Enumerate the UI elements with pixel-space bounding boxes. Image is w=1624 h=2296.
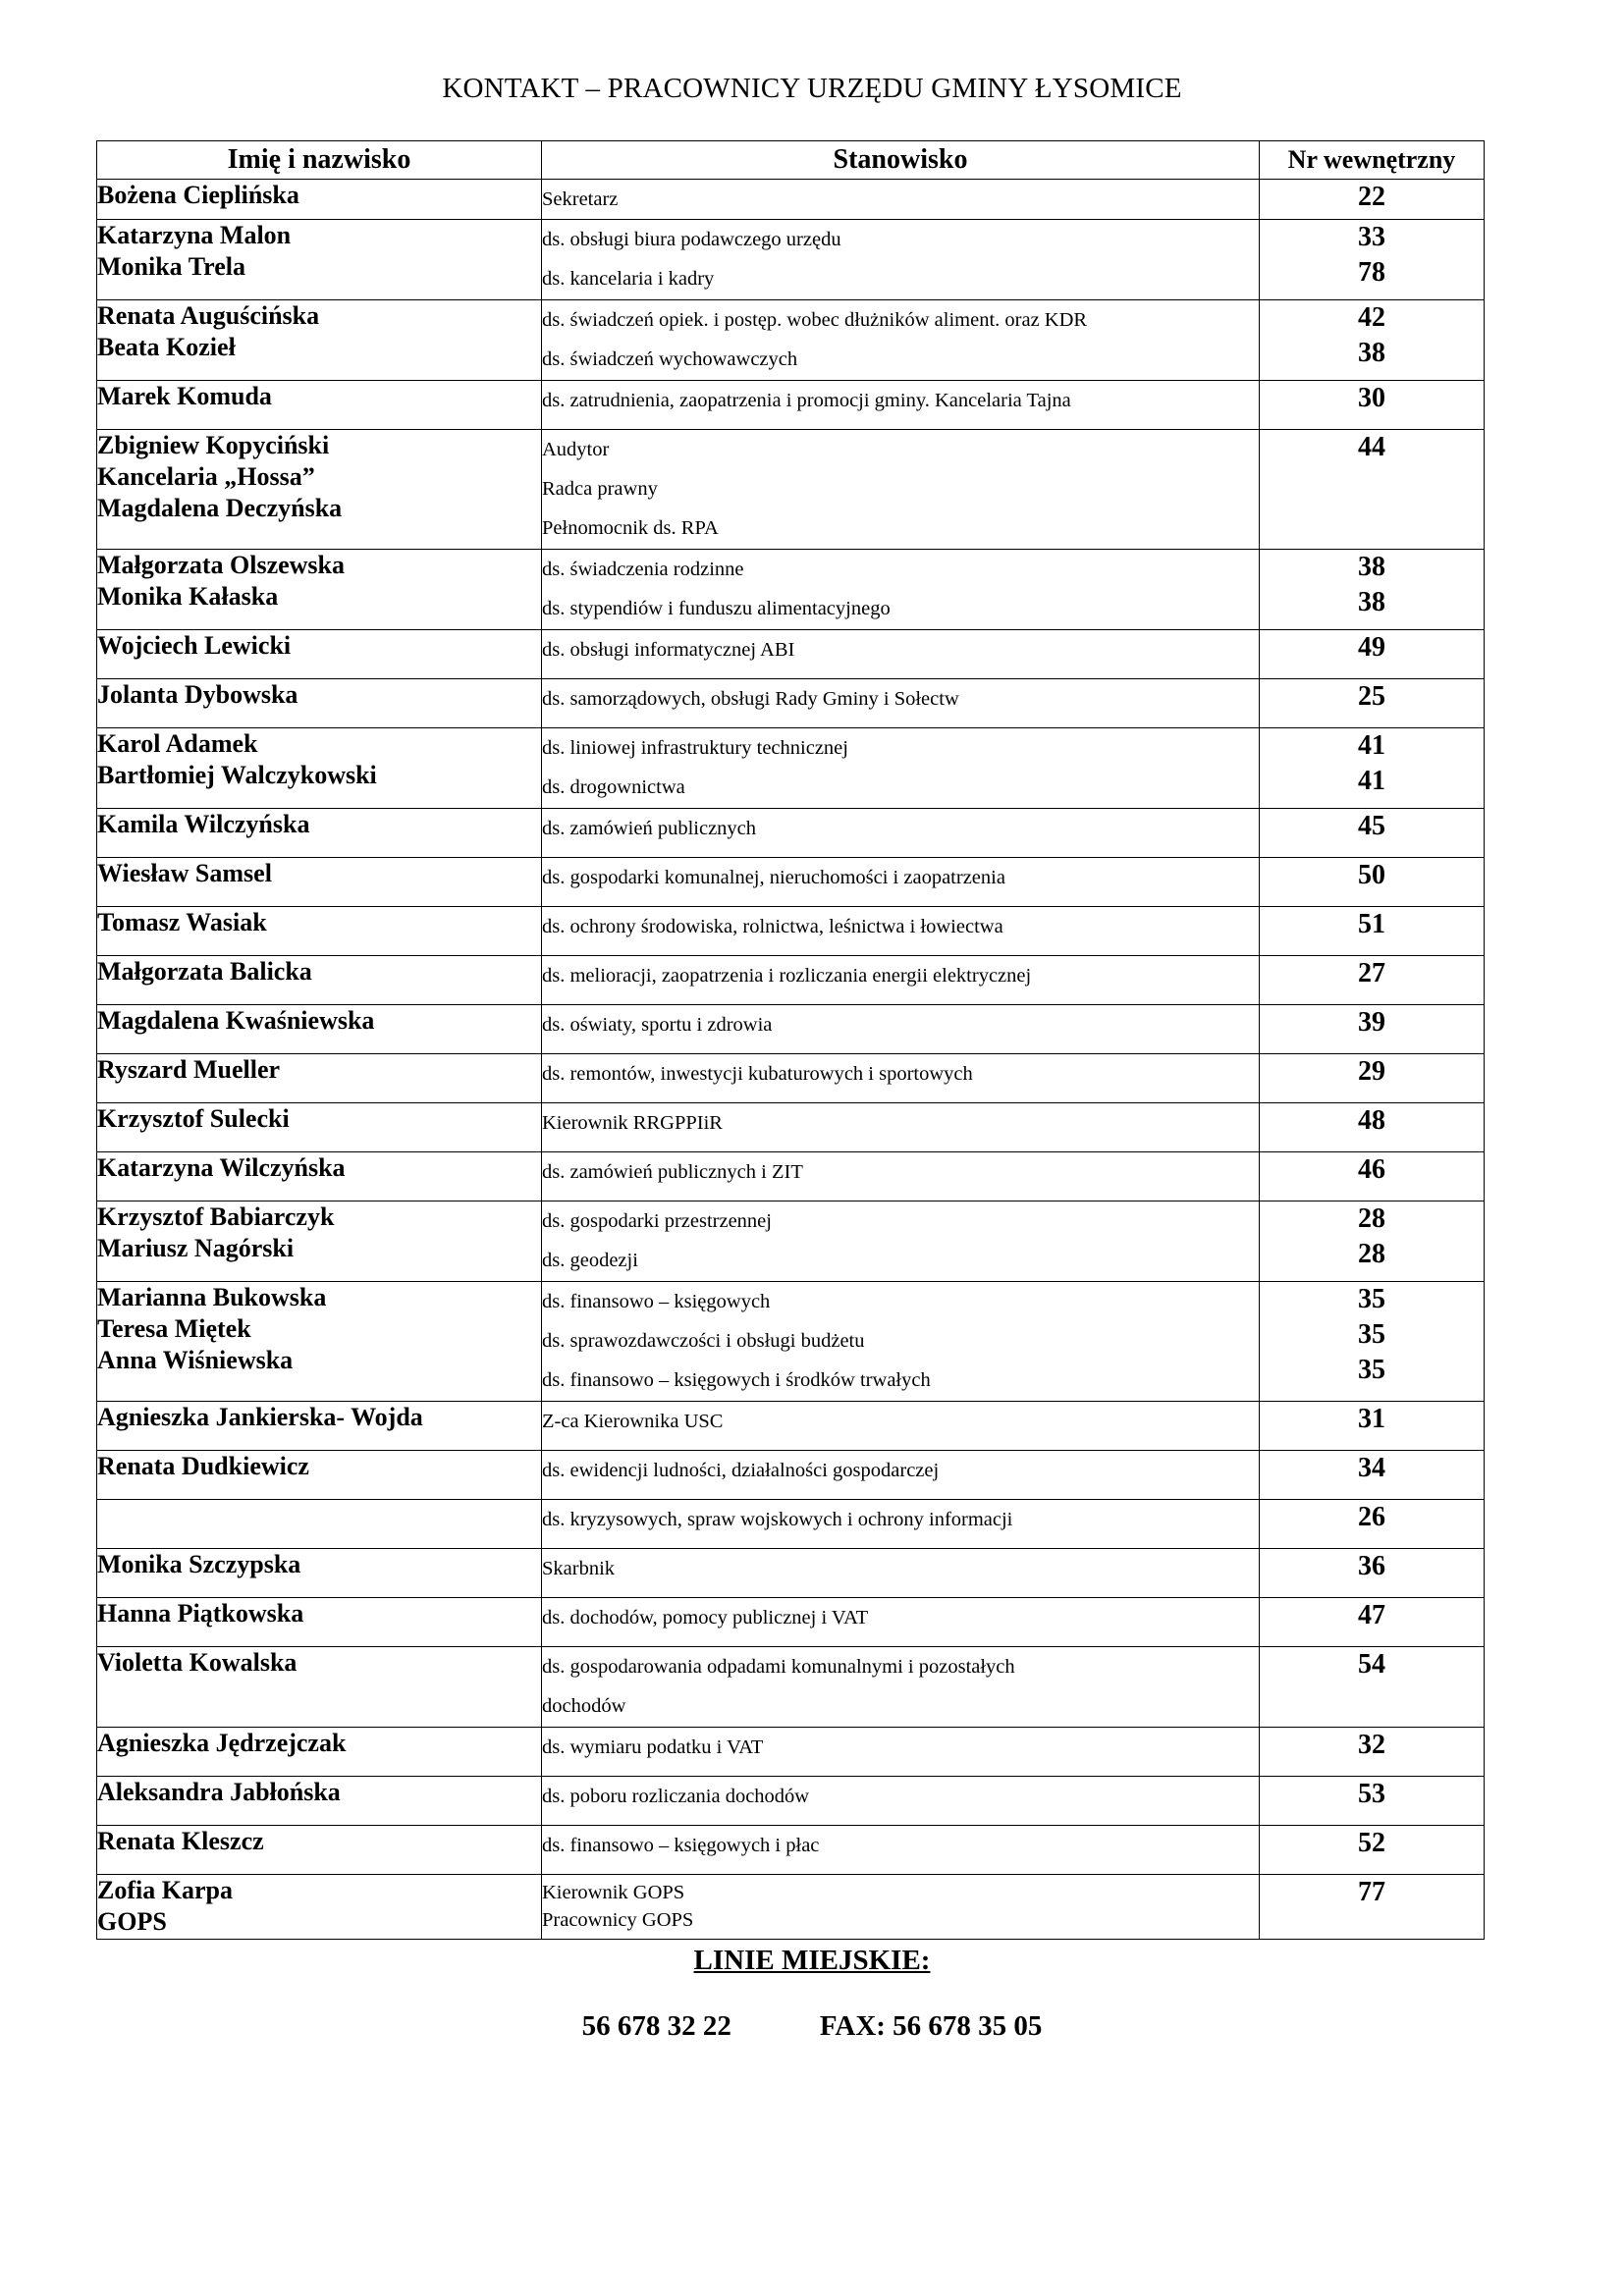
extension-cell-line: 27: [1358, 958, 1385, 988]
extension-cell: [1260, 300, 1485, 381]
extension-cell: [1260, 1282, 1485, 1402]
extension-cell-line: 25: [1358, 681, 1385, 712]
table-row: [97, 907, 1485, 956]
header-position: Stanowisko: [542, 141, 1260, 180]
extension-cell-line: 48: [1358, 1105, 1385, 1136]
position-cell-line: ds. wymiaru podatku i VAT: [542, 1736, 764, 1758]
table-row: [97, 1054, 1485, 1103]
extension-cell-line: 28: [1358, 1239, 1385, 1269]
position-cell-line: ds. świadczeń wychowawczych: [542, 348, 798, 370]
extension-cell: [1260, 1875, 1485, 1940]
employee-name-cell-line: Krzysztof Babiarczyk: [97, 1202, 335, 1231]
employee-name-cell-line: Zbigniew Kopyciński: [97, 431, 330, 459]
extension-cell-line: 35: [1358, 1284, 1385, 1314]
employee-name-cell-line: Wojciech Lewicki: [97, 631, 292, 660]
extension-cell-line: 50: [1358, 860, 1385, 890]
employee-name-cell-line: Bożena Cieplińska: [97, 181, 299, 209]
employee-name-cell: [97, 1282, 542, 1402]
position-cell-line: ds. kryzysowych, spraw wojskowych i ochrony informacji: [542, 1509, 1013, 1530]
extension-cell: [1260, 1054, 1485, 1103]
extension-cell-line: 38: [1358, 552, 1385, 582]
position-cell-line: ds. sprawozdawczości i obsługi budżetu: [542, 1330, 865, 1352]
position-cell-line: ds. kancelaria i kadry: [542, 268, 715, 290]
employee-name-cell: [97, 630, 542, 679]
extension-cell: [1260, 1103, 1485, 1152]
extension-cell-line: 35: [1358, 1319, 1385, 1350]
extension-cell: [1260, 1826, 1485, 1875]
extension-cell-line: 31: [1358, 1404, 1385, 1434]
table-row: [97, 630, 1485, 679]
employee-name-cell: [97, 430, 542, 550]
extension-cell: [1260, 550, 1485, 630]
employee-name-cell-line: Beata Kozieł: [97, 333, 236, 361]
position-cell-line: ds. oświaty, sportu i zdrowia: [542, 1014, 773, 1036]
extension-cell-line: 52: [1358, 1828, 1385, 1858]
position-cell-line: ds. świadczenia rodzinne: [542, 559, 744, 580]
document-title: KONTAKT – PRACOWNICY URZĘDU GMINY ŁYSOMICE: [442, 73, 1182, 104]
employee-name-cell-line: GOPS: [97, 1907, 167, 1936]
employee-name-cell-line: Kancelaria „Hossa”: [97, 462, 315, 491]
position-cell-line: ds. obsługi informatycznej ABI: [542, 639, 795, 661]
position-cell-line: Radca prawny: [542, 478, 658, 500]
extension-cell-line: 35: [1358, 1355, 1385, 1385]
extension-cell: [1260, 1451, 1485, 1500]
position-cell-line: ds. gospodarki przestrzennej: [542, 1210, 772, 1232]
position-cell: [542, 728, 1260, 809]
position-cell: [542, 1875, 1260, 1940]
table-row: [97, 809, 1485, 858]
city-lines-numbers: [0, 2010, 1624, 2043]
position-cell-line: ds. obsługi biura podawczego urzędu: [542, 229, 841, 250]
position-cell-line: ds. finansowo – księgowych: [542, 1291, 771, 1312]
table-row: [97, 220, 1485, 300]
position-cell-line: ds. stypendiów i funduszu alimentacyjnego: [542, 598, 891, 619]
employee-name-cell-line: Marek Komuda: [97, 382, 272, 410]
extension-cell: [1260, 1500, 1485, 1549]
extension-cell-line: 51: [1358, 909, 1385, 939]
employee-name-cell-line: Renata Dudkiewicz: [97, 1452, 309, 1480]
employee-name-cell-line: Ryszard Mueller: [97, 1055, 281, 1084]
position-cell: [542, 1549, 1260, 1598]
employee-name-cell: [97, 728, 542, 809]
table-row: [97, 1402, 1485, 1451]
extension-cell: [1260, 180, 1485, 220]
employee-name-cell-line: Aleksandra Jabłońska: [97, 1778, 341, 1806]
extension-cell: [1260, 220, 1485, 300]
position-cell-line: ds. zamówień publicznych i ZIT: [542, 1161, 803, 1183]
extension-cell: [1260, 679, 1485, 728]
employee-name-cell-line: Marianna Bukowska: [97, 1283, 327, 1311]
employee-name-cell-line: Monika Trela: [97, 252, 245, 281]
employee-name-cell: [97, 1728, 542, 1777]
position-cell-line: ds. zamówień publicznych: [542, 818, 757, 839]
employee-name-cell: [97, 1500, 542, 1549]
position-cell-line: Sekretarz: [542, 188, 619, 210]
table-row: [97, 679, 1485, 728]
employee-name-cell-line: Anna Wiśniewska: [97, 1346, 294, 1374]
position-cell: [542, 300, 1260, 381]
employee-name-cell-line: Agnieszka Jankierska- Wojda: [97, 1403, 423, 1431]
position-cell-line: ds. remontów, inwestycji kubaturowych i sportowych: [542, 1063, 973, 1085]
position-cell: [542, 1500, 1260, 1549]
table-row: [97, 1728, 1485, 1777]
position-cell: [542, 956, 1260, 1005]
employee-name-cell-line: Magdalena Deczyńska: [97, 494, 343, 522]
position-cell-line: ds. finansowo – księgowych i płac: [542, 1835, 820, 1856]
table-body: [97, 180, 1485, 1940]
position-cell-line: Kierownik GOPS: [542, 1882, 685, 1903]
extension-cell-line: 53: [1358, 1779, 1385, 1809]
position-cell: [542, 907, 1260, 956]
position-cell: [542, 1282, 1260, 1402]
extension-cell-line: 26: [1358, 1502, 1385, 1532]
position-cell-line: ds. drogownictwa: [542, 776, 685, 798]
extension-cell-line: 47: [1358, 1600, 1385, 1630]
position-cell-line: Pełnomocnik ds. RPA: [542, 517, 719, 539]
employee-name-cell: [97, 1875, 542, 1940]
employee-name-cell: [97, 1647, 542, 1728]
employee-name-cell: [97, 679, 542, 728]
table-row: [97, 1201, 1485, 1282]
table-row: [97, 728, 1485, 809]
table-row: [97, 956, 1485, 1005]
table-header-row: [97, 141, 1485, 180]
table-row: [97, 1647, 1485, 1728]
employee-name-cell: [97, 1152, 542, 1201]
employee-name-cell-line: Krzysztof Sulecki: [97, 1104, 290, 1133]
extension-cell: [1260, 1777, 1485, 1826]
position-cell: [542, 1647, 1260, 1728]
employee-name-cell: [97, 809, 542, 858]
extension-cell-line: 45: [1358, 811, 1385, 841]
employee-name-cell: [97, 1549, 542, 1598]
employee-name-cell-line: Magdalena Kwaśniewska: [97, 1006, 375, 1035]
employee-name-cell: [97, 220, 542, 300]
extension-cell-line: 39: [1358, 1007, 1385, 1038]
employee-name-cell-line: Hanna Piątkowska: [97, 1599, 304, 1628]
extension-cell-line: 42: [1358, 302, 1385, 333]
extension-cell-line: 29: [1358, 1056, 1385, 1087]
contacts-table: [96, 140, 1485, 1940]
table-row: [97, 1549, 1485, 1598]
extension-cell-line: 78: [1358, 257, 1385, 288]
employee-name-cell-line: Małgorzata Balicka: [97, 957, 312, 986]
extension-cell: [1260, 1549, 1485, 1598]
phone-number: 56 678 32 22: [581, 2010, 731, 2042]
position-cell: [542, 1402, 1260, 1451]
position-cell-line: ds. ochrony środowiska, rolnictwa, leśnictwa i łowiectwa: [542, 916, 1003, 937]
position-cell: [542, 1005, 1260, 1054]
employee-name-cell: [97, 300, 542, 381]
employee-name-cell-line: Teresa Miętek: [97, 1314, 251, 1343]
position-cell-line: Kierownik RRGPPIiR: [542, 1112, 723, 1134]
employee-name-cell: [97, 550, 542, 630]
extension-cell-line: 41: [1358, 730, 1385, 761]
position-cell-line: ds. melioracji, zaopatrzenia i rozliczania energii elektrycznej: [542, 965, 1032, 987]
employee-name-cell: [97, 1598, 542, 1647]
position-cell: [542, 1728, 1260, 1777]
city-lines-label: LINIE MIEJSKIE:: [693, 1945, 931, 1976]
employee-name-cell-line: Mariusz Nagórski: [97, 1234, 295, 1262]
table-row: [97, 180, 1485, 220]
employee-name-cell: [97, 381, 542, 430]
employee-name-cell: [97, 1826, 542, 1875]
position-cell-line: ds. liniowej infrastruktury technicznej: [542, 737, 848, 759]
extension-cell: [1260, 728, 1485, 809]
employee-name-cell-line: Renata Kleszcz: [97, 1827, 264, 1855]
employee-name-cell: [97, 1005, 542, 1054]
employee-name-cell: [97, 1777, 542, 1826]
position-cell: [542, 430, 1260, 550]
extension-cell: [1260, 381, 1485, 430]
employee-name-cell-line: Karol Adamek: [97, 729, 258, 758]
position-cell: [542, 1054, 1260, 1103]
position-cell: [542, 679, 1260, 728]
position-cell: [542, 858, 1260, 907]
extension-cell: [1260, 858, 1485, 907]
position-cell: [542, 809, 1260, 858]
extension-cell: [1260, 1728, 1485, 1777]
extension-cell: [1260, 956, 1485, 1005]
position-cell-line: ds. finansowo – księgowych i środków trwałych: [542, 1369, 931, 1391]
extension-cell: [1260, 1402, 1485, 1451]
employee-name-cell-line: Małgorzata Olszewska: [97, 551, 346, 579]
position-cell-line: ds. świadczeń opiek. i postęp. wobec dłużników aliment. oraz KDR: [542, 309, 1088, 331]
position-cell: [542, 220, 1260, 300]
employee-name-cell-line: Monika Kałaska: [97, 582, 279, 611]
employee-name-cell: [97, 858, 542, 907]
employee-name-cell: [97, 1103, 542, 1152]
extension-cell: [1260, 1647, 1485, 1728]
employee-name-cell-line: Kamila Wilczyńska: [97, 810, 310, 838]
header-ext: Nr wewnętrzny: [1260, 141, 1485, 180]
table-row: [97, 1777, 1485, 1826]
extension-cell-line: 32: [1358, 1730, 1385, 1760]
position-cell-line: Audytor: [542, 439, 610, 460]
employee-name-cell: [97, 1054, 542, 1103]
employee-name-cell-line: Renata Auguścińska: [97, 301, 320, 330]
extension-cell-line: 54: [1358, 1649, 1385, 1680]
position-cell: [542, 1777, 1260, 1826]
employee-name-cell: [97, 1451, 542, 1500]
extension-cell: [1260, 1201, 1485, 1282]
extension-cell-line: 38: [1358, 338, 1385, 368]
employee-name-cell: [97, 180, 542, 220]
employee-name-cell: [97, 1402, 542, 1451]
position-cell: [542, 381, 1260, 430]
table-row: [97, 1598, 1485, 1647]
employee-name-cell-line: Wiesław Samsel: [97, 859, 272, 887]
extension-cell-line: 44: [1358, 432, 1385, 462]
position-cell-line: ds. ewidencji ludności, działalności gospodarczej: [542, 1460, 940, 1481]
employee-name-cell-line: Tomasz Wasiak: [97, 908, 267, 936]
table-row: [97, 1103, 1485, 1152]
extension-cell-line: 38: [1358, 587, 1385, 617]
position-cell-line: ds. poboru rozliczania dochodów: [542, 1786, 810, 1807]
table-row: [97, 1451, 1485, 1500]
employee-name-cell-line: Jolanta Dybowska: [97, 680, 298, 709]
extension-cell-line: 28: [1358, 1203, 1385, 1234]
extension-cell: [1260, 1005, 1485, 1054]
position-cell-line: Skarbnik: [542, 1558, 616, 1579]
employee-name-cell-line: Katarzyna Malon: [97, 221, 292, 249]
extension-cell-line: 77: [1358, 1877, 1385, 1907]
position-cell-line: ds. gospodarowania odpadami komunalnymi i pozostałych: [542, 1656, 1015, 1678]
position-cell: [542, 1103, 1260, 1152]
table-row: [97, 1005, 1485, 1054]
table-row: [97, 1282, 1485, 1402]
table-row: [97, 381, 1485, 430]
position-cell-line: Z-ca Kierownika USC: [542, 1411, 724, 1432]
fax-number: FAX: 56 678 35 05: [819, 2010, 1043, 2042]
position-cell: [542, 1826, 1260, 1875]
position-cell: [542, 180, 1260, 220]
table-row: [97, 550, 1485, 630]
table-row: [97, 1500, 1485, 1549]
position-cell-line: ds. dochodów, pomocy publicznej i VAT: [542, 1607, 869, 1629]
position-cell: [542, 1152, 1260, 1201]
position-cell-line: dochodów: [542, 1695, 626, 1717]
extension-cell-line: 22: [1358, 182, 1385, 212]
extension-cell: [1260, 1598, 1485, 1647]
employee-name-cell: [97, 956, 542, 1005]
employee-name-cell-line: Bartłomiej Walczykowski: [97, 761, 377, 789]
table-row: [97, 300, 1485, 381]
extension-cell: [1260, 809, 1485, 858]
table-row: [97, 858, 1485, 907]
table-row: [97, 1826, 1485, 1875]
extension-cell: [1260, 430, 1485, 550]
employee-name-cell-line: Violetta Kowalska: [97, 1648, 298, 1677]
table-row: [97, 1875, 1485, 1940]
extension-cell-line: 34: [1358, 1453, 1385, 1483]
position-cell-line: ds. samorządowych, obsługi Rady Gminy i Sołectw: [542, 688, 959, 710]
position-cell: [542, 1451, 1260, 1500]
extension-cell-line: 36: [1358, 1551, 1385, 1581]
extension-cell: [1260, 630, 1485, 679]
employee-name-cell-line: Zofia Karpa: [97, 1876, 233, 1904]
extension-cell-line: 30: [1358, 383, 1385, 413]
position-cell: [542, 550, 1260, 630]
extension-cell-line: 46: [1358, 1154, 1385, 1185]
position-cell-line: ds. gospodarki komunalnej, nieruchomości i zaopatrzenia: [542, 867, 1005, 888]
table-row: [97, 1152, 1485, 1201]
employee-name-cell: [97, 907, 542, 956]
position-cell: [542, 1598, 1260, 1647]
position-cell: [542, 630, 1260, 679]
extension-cell-line: 33: [1358, 222, 1385, 252]
position-cell-line: ds. zatrudnienia, zaopatrzenia i promocji gminy. Kancelaria Tajna: [542, 390, 1071, 411]
employee-name-cell: [97, 1201, 542, 1282]
employee-name-cell-line: Katarzyna Wilczyńska: [97, 1153, 346, 1182]
employee-name-cell-line: Agnieszka Jędrzejczak: [97, 1729, 347, 1757]
position-cell-line: ds. geodezji: [542, 1250, 638, 1271]
header-name: Imię i nazwisko: [97, 141, 542, 180]
table-row: [97, 430, 1485, 550]
extension-cell: [1260, 1152, 1485, 1201]
extension-cell: [1260, 907, 1485, 956]
position-cell-line: Pracownicy GOPS: [542, 1909, 694, 1931]
extension-cell-line: 41: [1358, 766, 1385, 796]
extension-cell-line: 49: [1358, 632, 1385, 663]
position-cell: [542, 1201, 1260, 1282]
employee-name-cell-line: Monika Szczypska: [97, 1550, 301, 1578]
